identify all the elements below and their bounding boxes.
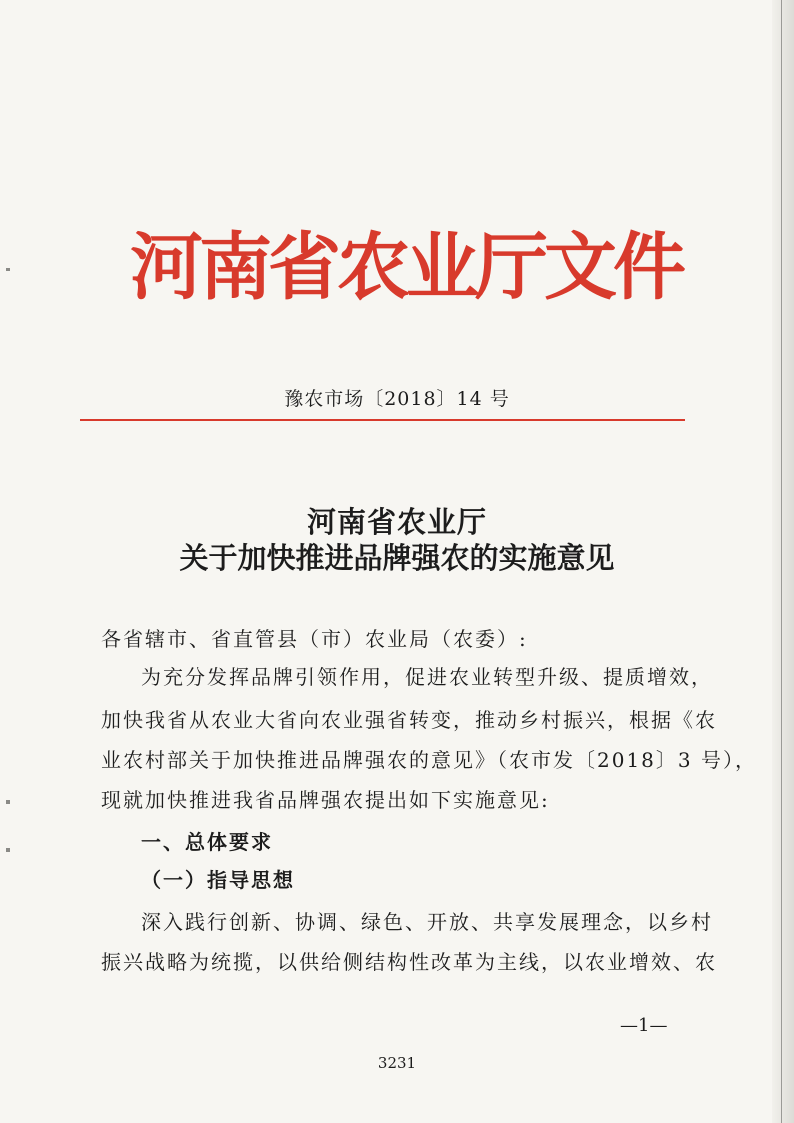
scan-mark <box>6 848 10 852</box>
document-number: 豫农市场〔2018〕14 号 <box>284 388 510 410</box>
document-title-line1: 河南省农业厅 <box>306 505 487 539</box>
document-header-title: 河南省农业厅文件 <box>130 224 682 310</box>
paragraph-line: 现就加快推进我省品牌强农提出如下实施意见: <box>101 788 550 812</box>
scan-mark <box>6 800 10 804</box>
red-separator-line <box>80 419 685 421</box>
paragraph-line: 为充分发挥品牌引领作用，促进农业转型升级、提质增效， <box>141 665 713 689</box>
document-title-line2: 关于加快推进品牌强农的实施意见 <box>179 541 615 575</box>
paragraph-line: 深入践行创新、协调、绿色、开放、共享发展理念，以乡村 <box>141 910 713 934</box>
paragraph-line: 振兴战略为统揽，以供给侧结构性改革为主线，以农业增效、农 <box>101 950 717 974</box>
paragraph-line: 加快我省从农业大省向农业强省转变，推动乡村振兴，根据《农 <box>101 708 717 732</box>
serial-number: 3231 <box>377 1054 417 1072</box>
section-heading: 一、总体要求 <box>141 830 273 854</box>
subsection-heading: （一）指导思想 <box>141 868 295 892</box>
scan-mark <box>6 268 10 271</box>
addressee-line: 各省辖市、省直管县（市）农业局（农委）: <box>101 627 528 651</box>
paragraph-line: 业农村部关于加快推进品牌强农的意见》（农市发〔2018〕3 号）， <box>101 748 757 772</box>
page-number: —1— <box>620 1015 668 1036</box>
